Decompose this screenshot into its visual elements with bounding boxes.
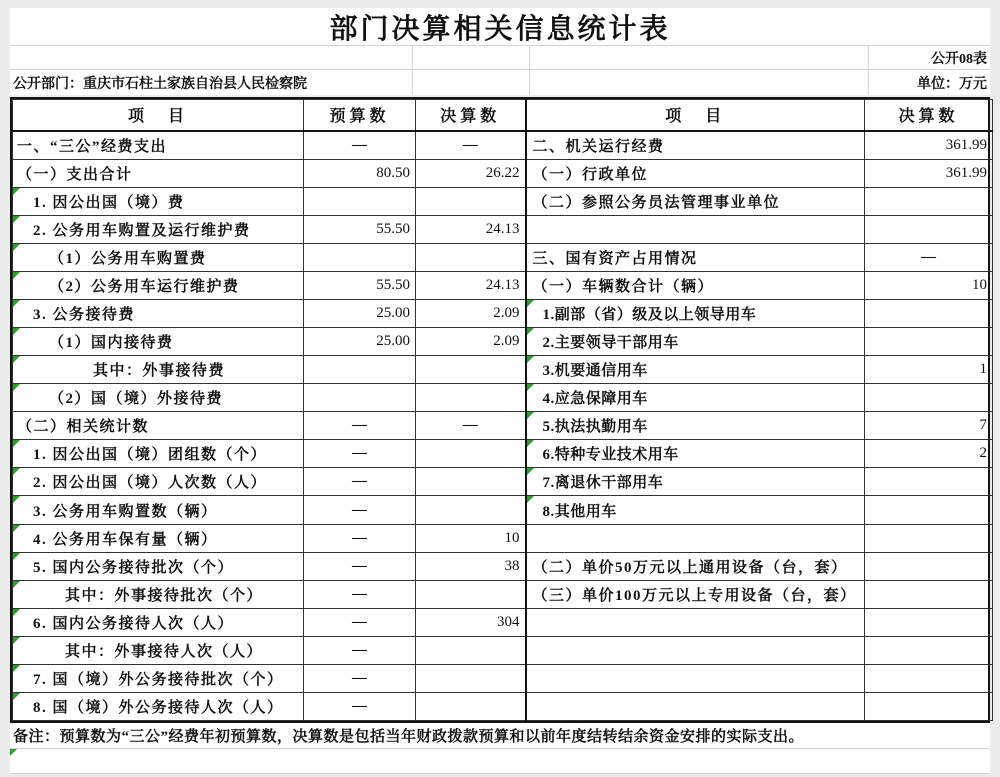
table-row — [13, 608, 993, 636]
table-row — [13, 664, 993, 692]
final-value-cell: 304 — [416, 608, 526, 636]
item-cell — [526, 664, 865, 692]
column-header-left_final: 决算数 — [416, 100, 526, 131]
item-cell: 8.其他用车 — [526, 496, 865, 524]
corner-triangle-icon — [527, 328, 534, 335]
corner-triangle-icon — [13, 609, 20, 616]
table-row — [13, 552, 993, 580]
corner-triangle-icon — [13, 553, 20, 560]
item-cell: 6. 国内公务接待人次（人） — [13, 608, 304, 636]
item-cell: （一）支出合计 — [13, 159, 304, 187]
budget-value-cell: — — [304, 524, 416, 552]
budget-value-cell: 25.00 — [304, 300, 416, 328]
table-row — [13, 412, 993, 440]
final-value-cell — [865, 636, 993, 664]
table-row — [13, 692, 993, 720]
final-value-cell — [416, 636, 526, 664]
corner-triangle-icon — [527, 384, 534, 391]
final-value-cell: 24.13 — [416, 272, 526, 300]
final-value-cell — [416, 187, 526, 215]
item-cell: 4. 公务用车保有量（辆） — [13, 524, 304, 552]
item-cell: （一）车辆数合计（辆） — [526, 272, 865, 300]
corner-triangle-icon — [13, 440, 20, 447]
final-value-cell — [865, 300, 993, 328]
page-title: 部门决算相关信息统计表 — [10, 8, 990, 46]
item-cell: 7. 国（境）外公务接待批次（个） — [13, 664, 304, 692]
blank-cell — [413, 46, 530, 70]
budget-value-cell: — — [304, 440, 416, 468]
table-row — [13, 580, 993, 608]
corner-triangle-icon — [527, 440, 534, 447]
budget-value-cell: — — [304, 608, 416, 636]
budget-value-cell: — — [304, 496, 416, 524]
budget-value-cell — [304, 384, 416, 412]
budget-value-cell: 25.00 — [304, 328, 416, 356]
item-cell: 7.离退休干部用车 — [526, 468, 865, 496]
budget-value-cell: 80.50 — [304, 159, 416, 187]
corner-triangle-icon — [527, 496, 534, 503]
table-row — [13, 244, 993, 272]
item-cell: （二）参照公务员法管理事业单位 — [526, 187, 865, 215]
final-value-cell — [416, 356, 526, 384]
item-cell: 3. 公务用车购置数（辆） — [13, 496, 304, 524]
corner-triangle-icon — [527, 356, 534, 363]
column-header-left_budget: 预算数 — [304, 100, 416, 131]
final-value-cell: — — [865, 244, 993, 272]
final-value-cell — [416, 692, 526, 720]
final-value-cell — [865, 552, 993, 580]
item-cell: （三）单价100万元以上专用设备（台，套） — [526, 580, 865, 608]
table-row — [13, 300, 993, 328]
corner-triangle-icon — [527, 468, 534, 475]
budget-value-cell: — — [304, 664, 416, 692]
corner-triangle-icon — [527, 412, 534, 419]
corner-triangle-icon — [13, 496, 20, 503]
item-cell: 3.机要通信用车 — [526, 356, 865, 384]
item-cell: 8. 国（境）外公务接待人次（人） — [13, 692, 304, 720]
report-sheet — [10, 8, 990, 774]
final-value-cell: 1 — [865, 356, 993, 384]
item-cell: 5. 国内公务接待批次（个） — [13, 552, 304, 580]
table-row — [13, 159, 993, 187]
table-row — [13, 272, 993, 300]
item-cell: 2.主要领导干部用车 — [526, 328, 865, 356]
final-value-cell — [865, 384, 993, 412]
corner-triangle-icon — [13, 188, 20, 195]
final-value-cell — [865, 328, 993, 356]
budget-value-cell: — — [304, 412, 416, 440]
budget-value-cell — [304, 187, 416, 215]
item-cell: 4.应急保障用车 — [526, 384, 865, 412]
table-row — [13, 187, 993, 215]
budget-value-cell: 55.50 — [304, 216, 416, 244]
table-row — [13, 496, 993, 524]
budget-value-cell — [304, 244, 416, 272]
corner-triangle-icon — [13, 356, 20, 363]
item-cell: （二）单价50万元以上通用设备（台，套） — [526, 552, 865, 580]
item-cell: 其中：外事接待批次（个） — [13, 580, 304, 608]
department-line: 公开部门：重庆市石柱土家族自治县人民检察院 — [10, 70, 413, 95]
blank-cell — [413, 70, 530, 95]
final-value-cell — [865, 692, 993, 720]
table-row — [13, 216, 993, 244]
item-cell: 1.副部（省）级及以上领导用车 — [526, 300, 865, 328]
final-value-cell — [416, 664, 526, 692]
final-value-cell: — — [416, 412, 526, 440]
corner-triangle-icon — [13, 272, 20, 279]
budget-value-cell: 55.50 — [304, 272, 416, 300]
item-cell: 其中：外事接待费 — [13, 356, 304, 384]
item-cell: （一）行政单位 — [526, 159, 865, 187]
item-cell: 5.执法执勤用车 — [526, 412, 865, 440]
final-value-cell — [416, 468, 526, 496]
budget-value-cell: — — [304, 552, 416, 580]
item-cell — [526, 216, 865, 244]
final-value-cell — [865, 608, 993, 636]
final-value-cell: — — [416, 131, 526, 160]
final-value-cell — [416, 384, 526, 412]
final-value-cell — [865, 468, 993, 496]
table-row — [13, 468, 993, 496]
item-cell: 三、国有资产占用情况 — [526, 244, 865, 272]
final-value-cell: 26.22 — [416, 159, 526, 187]
statistics-table-frame — [10, 97, 990, 723]
column-header-left_item: 项 目 — [13, 100, 304, 131]
item-cell — [526, 524, 865, 552]
corner-triangle-icon — [13, 665, 20, 672]
final-value-cell: 38 — [416, 552, 526, 580]
item-cell: 3. 公务接待费 — [13, 300, 304, 328]
blank-cell — [10, 46, 413, 70]
item-cell: （二）相关统计数 — [13, 412, 304, 440]
corner-triangle-icon — [13, 693, 20, 700]
item-cell: （2）公务用车运行维护费 — [13, 272, 304, 300]
table-row — [13, 524, 993, 552]
table-row — [13, 131, 993, 160]
final-value-cell: 2 — [865, 440, 993, 468]
budget-value-cell — [304, 356, 416, 384]
budget-value-cell: — — [304, 636, 416, 664]
budget-value-cell: — — [304, 468, 416, 496]
corner-triangle-icon — [13, 384, 20, 391]
corner-triangle-icon — [13, 244, 20, 251]
bottom-spacer-row — [10, 749, 990, 774]
item-cell — [526, 608, 865, 636]
final-value-cell: 7 — [865, 412, 993, 440]
final-value-cell: 2.09 — [416, 300, 526, 328]
item-cell: 1. 因公出国（境）费 — [13, 187, 304, 215]
final-value-cell: 10 — [865, 272, 993, 300]
corner-triangle-icon — [10, 749, 17, 756]
corner-triangle-icon — [13, 300, 20, 307]
final-value-cell — [865, 187, 993, 215]
corner-triangle-icon — [527, 300, 534, 307]
table-row — [13, 440, 993, 468]
final-value-cell — [865, 496, 993, 524]
item-cell: （2）国（境）外接待费 — [13, 384, 304, 412]
item-cell: 一、“三公”经费支出 — [13, 131, 304, 160]
item-cell: 1. 因公出国（境）团组数（个） — [13, 440, 304, 468]
final-value-cell — [416, 580, 526, 608]
final-value-cell: 10 — [416, 524, 526, 552]
blank-cell — [530, 46, 869, 70]
final-value-cell: 2.09 — [416, 328, 526, 356]
final-value-cell: 361.99 — [865, 131, 993, 160]
final-value-cell — [416, 440, 526, 468]
budget-value-cell: — — [304, 692, 416, 720]
form-code: 公开08表 — [869, 46, 990, 70]
item-cell: 其中：外事接待人次（人） — [13, 636, 304, 664]
corner-triangle-icon — [13, 328, 20, 335]
final-value-cell — [865, 216, 993, 244]
item-cell: 2. 因公出国（境）人次数（人） — [13, 468, 304, 496]
item-cell: 2. 公务用车购置及运行维护费 — [13, 216, 304, 244]
budget-value-cell: — — [304, 580, 416, 608]
table-row — [13, 636, 993, 664]
item-cell — [526, 692, 865, 720]
header-info-row-1 — [10, 46, 990, 70]
table-header-row — [13, 100, 993, 131]
corner-triangle-icon — [13, 216, 20, 223]
corner-triangle-icon — [13, 581, 20, 588]
table-row — [13, 356, 993, 384]
item-cell: （1）国内接待费 — [13, 328, 304, 356]
corner-triangle-icon — [13, 525, 20, 532]
corner-triangle-icon — [13, 468, 20, 475]
column-header-right_item: 项 目 — [526, 100, 865, 131]
table-row — [13, 328, 993, 356]
item-cell — [526, 636, 865, 664]
final-value-cell — [416, 244, 526, 272]
blank-cell — [530, 70, 869, 95]
final-value-cell: 361.99 — [865, 159, 993, 187]
statistics-table — [12, 99, 993, 721]
item-cell: 6.特种专业技术用车 — [526, 440, 865, 468]
item-cell: 二、机关运行经费 — [526, 131, 865, 160]
corner-triangle-icon — [13, 637, 20, 644]
unit-line: 单位：万元 — [917, 76, 987, 92]
final-value-cell — [865, 664, 993, 692]
item-cell: （1）公务用车购置费 — [13, 244, 304, 272]
final-value-cell — [416, 496, 526, 524]
column-header-right_final: 决算数 — [865, 100, 993, 131]
header-info-row-2 — [10, 70, 990, 95]
footnote: 备注：预算数为“三公”经费年初预算数，决算数是包括当年财政拨款预算和以前年度结转结余资金安排的实际支出。 — [10, 723, 990, 749]
budget-value-cell: — — [304, 131, 416, 160]
final-value-cell — [865, 580, 993, 608]
table-row — [13, 384, 993, 412]
final-value-cell — [865, 524, 993, 552]
final-value-cell: 24.13 — [416, 216, 526, 244]
